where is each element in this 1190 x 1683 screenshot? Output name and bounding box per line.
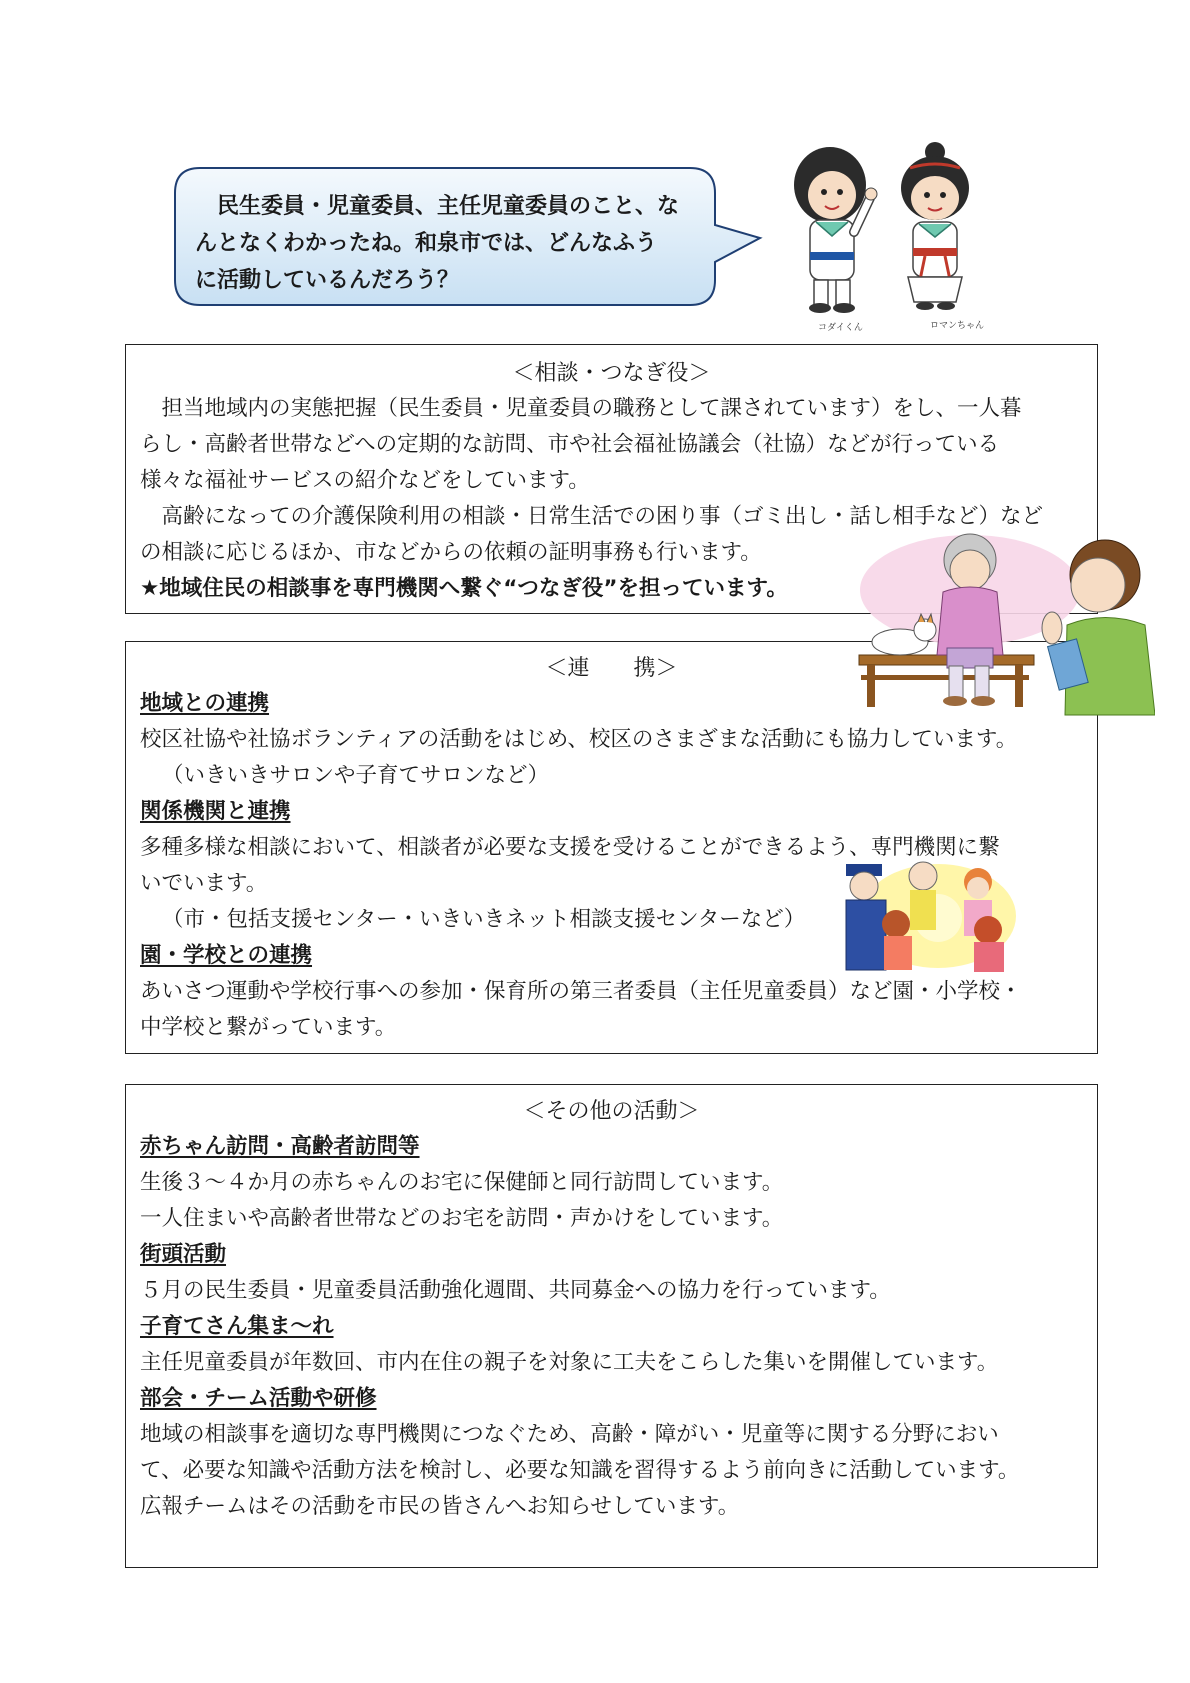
body-text: らし・高齢者世帯などへの定期的な訪問、市や社会福祉協議会（社協）などが行っている — [140, 432, 1000, 457]
subheading: 地域との連携 — [140, 691, 270, 716]
subheading: 園・学校との連携 — [140, 943, 313, 968]
note-text: （市・包括支援センター・いきいきネット相談支援センターなど） — [162, 907, 806, 932]
body-text: 広報チームはその活動を市民の皆さんへお知らせしています。 — [140, 1494, 740, 1519]
body-text: の相談に応じるほか、市などからの依頼の証明事務も行います。 — [140, 540, 762, 565]
bubble-line: 民生委員・児童委員、主任児童委員のこと、な — [195, 194, 680, 219]
body-text: あいさつ運動や学校行事への参加・保育所の第三者委員（主任児童委員）など園・小学校・ — [140, 979, 1022, 1004]
body-text: 地域の相談事を適切な専門機関につなぐため、高齢・障がい・児童等に関する分野におい — [140, 1422, 999, 1447]
emphasis-text: ★地域住民の相談事を専門機関へ繋ぐ“つなぎ役”を担っています。 — [140, 576, 788, 601]
body-text: 一人住まいや高齢者世帯などのお宅を訪問・声かけをしています。 — [140, 1206, 784, 1231]
subheading: 街頭活動 — [140, 1242, 227, 1267]
consultation-illustration — [855, 530, 1155, 720]
body-text: ５月の民生委員・児童委員活動強化週間、共同募金への協力を行っています。 — [140, 1278, 891, 1303]
bubble-text — [195, 188, 715, 299]
subheading: 子育てさん集ま～れ — [140, 1314, 334, 1339]
mascot-illustration — [770, 140, 1010, 325]
other-activities-section — [125, 1084, 1098, 1568]
body-text: 校区社協や社協ボランティアの活動をはじめ、校区のさまざまな活動にも協力しています。 — [140, 727, 1018, 752]
body-text: 中学校と繋がっています。 — [140, 1015, 397, 1040]
character-name-kodai: コダイくん — [818, 323, 863, 333]
kodai-kun-figure — [794, 147, 877, 313]
body-text: いでいます。 — [140, 871, 268, 896]
section-title: ＜連 携＞ — [545, 656, 678, 681]
bubble-line: んとなくわかったね。和泉市では、どんなふう — [195, 231, 658, 256]
subheading: 赤ちゃん訪問・高齢者訪問等 — [140, 1134, 420, 1159]
cooperation-group-illustration — [838, 858, 1018, 976]
subheading: 部会・チーム活動や研修 — [140, 1386, 377, 1411]
body-text: て、必要な知識や活動方法を検討し、必要な知識を習得するよう前向きに活動しています。 — [140, 1458, 1020, 1483]
character-name-roman: ロマンちゃん — [930, 321, 985, 331]
body-text: 高齢になっての介護保険利用の相談・日常生活での困り事（ゴミ出し・話し相手など）など — [140, 504, 1044, 529]
section-title: ＜相談・つなぎ役＞ — [512, 361, 711, 386]
subheading: 関係機関と連携 — [140, 799, 291, 824]
body-text: 主任児童委員が年数回、市内在住の親子を対象に工夫をこらした集いを開催しています。 — [140, 1350, 999, 1375]
body-text: 生後３～４か月の赤ちゃんのお宅に保健師と同行訪問しています。 — [140, 1170, 784, 1195]
section-title: ＜その他の活動＞ — [523, 1099, 700, 1124]
body-text: 多種多様な相談において、相談者が必要な支援を受けることができるよう、専門機関に繋 — [140, 835, 1000, 860]
body-text: 様々な福祉サービスの紹介などをしています。 — [140, 468, 590, 493]
body-text: 担当地域内の実態把握（民生委員・児童委員の職務として課されています）をし、一人暮 — [140, 396, 1022, 421]
bubble-line: に活動しているんだろう？ — [195, 268, 460, 293]
roman-chan-figure — [901, 142, 969, 310]
note-text: （いきいきサロンや子育てサロンなど） — [162, 763, 550, 788]
